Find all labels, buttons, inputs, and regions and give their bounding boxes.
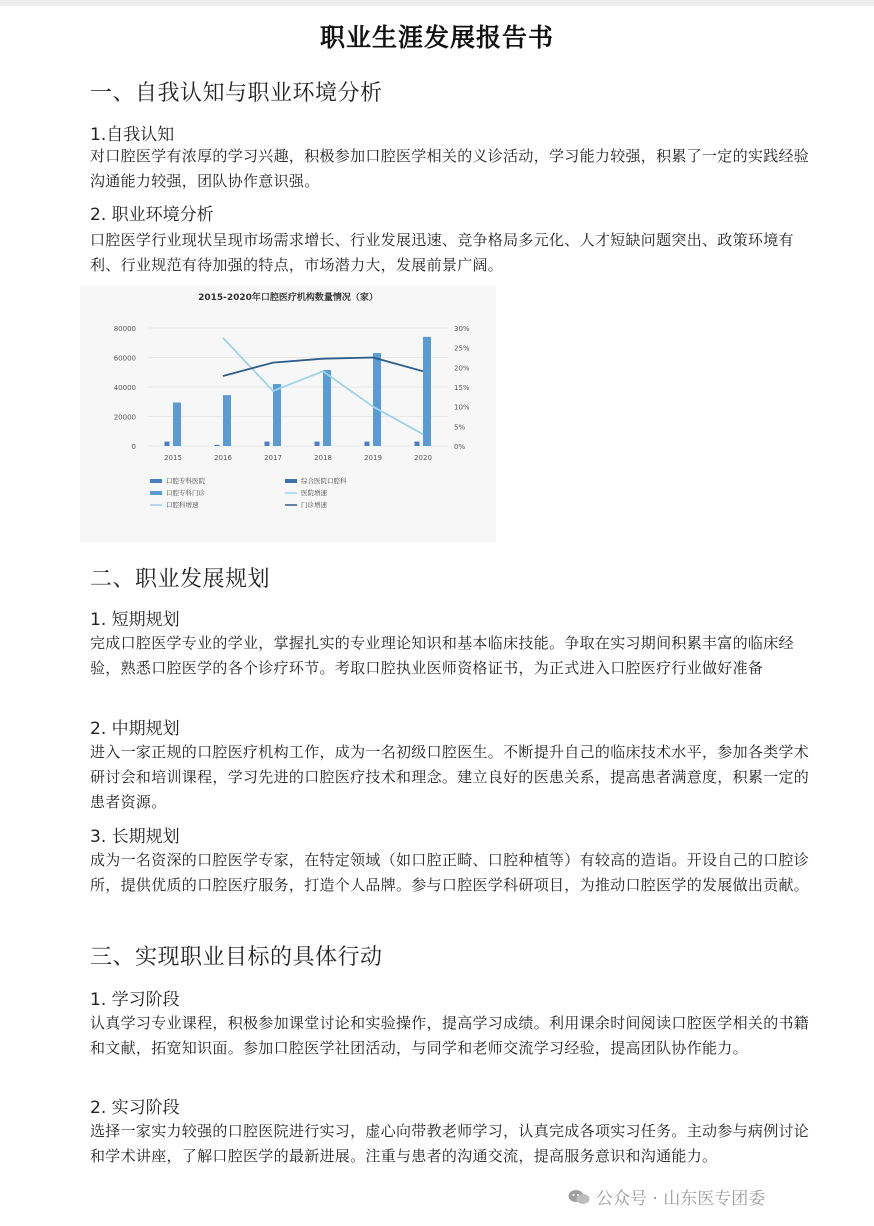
legend-swatch [285, 479, 297, 483]
subheading-environment: 2. 职业环境分析 [90, 205, 214, 225]
bar-口腔专科医院 [365, 442, 370, 446]
x-axis-tick-label: 2019 [364, 454, 382, 462]
x-axis-tick-label: 2015 [164, 454, 182, 462]
right-axis-tick-label: 25% [454, 344, 470, 353]
legend-label: 口腔专科医院 [166, 477, 205, 485]
page-title: 职业生涯发展报告书 [319, 23, 554, 52]
paragraph-study-stage: 认真学习专业课程，积极参加课堂讨论和实验操作，提高学习成绩。利用课余时间阅读口腔医学相关的书籍和文献，拓宽知识面。参加口腔医学社团活动，与同学和老师交流学习经验，提高团队协作能力。 [90, 1014, 810, 1057]
chart-figure [80, 286, 496, 542]
bar-口腔专科医院 [315, 442, 320, 446]
bar-口腔专科医院 [215, 445, 220, 446]
legend-label: 口腔专科门诊 [166, 489, 205, 497]
legend-label: 口腔科增速 [166, 501, 199, 509]
subheading-mid-term: 2. 中期规划 [90, 719, 180, 739]
right-axis-tick-label: 15% [454, 384, 470, 392]
left-axis-tick-label: 40000 [113, 384, 136, 392]
right-axis-tick-label: 20% [454, 364, 470, 373]
legend-label: 门诊增速 [301, 501, 327, 509]
right-axis-tick-label: 5% [454, 423, 466, 432]
left-axis-tick-label: 20000 [113, 413, 136, 422]
chart-title: 2015-2020年口腔医疗机构数量情况（家） [198, 293, 378, 303]
legend-swatch [150, 491, 162, 495]
bar-口腔专科门诊 [223, 395, 231, 446]
x-axis-tick-label: 2017 [264, 454, 282, 462]
left-axis-tick-label: 80000 [113, 325, 136, 333]
legend-swatch [150, 479, 162, 483]
subheading-short-term: 1. 短期规划 [90, 610, 180, 630]
paragraph-environment: 口腔医学行业现状呈现市场需求增长、行业发展迅速、竞争格局多元化、人才短缺问题突出、政策环境有利、行业规范有待加强的特点，市场潜力大，发展前景广阔。 [90, 231, 794, 274]
section-heading-3: 三、实现职业目标的具体行动 [90, 945, 383, 970]
x-axis-tick-label: 2016 [214, 454, 232, 462]
section-heading-1: 一、自我认知与职业环境分析 [90, 81, 383, 106]
bar-口腔专科门诊 [323, 370, 331, 446]
paragraph-self-awareness: 对口腔医学有浓厚的学习兴趣，积极参加口腔医学相关的义诊活动，学习能力较强，积累了一定的实践经验沟通能力较强，团队协作意识强。 [90, 147, 810, 190]
bar-口腔专科医院 [165, 442, 170, 446]
bar-口腔专科门诊 [373, 353, 381, 446]
chart-svg [80, 286, 496, 542]
paragraph-internship-stage: 选择一家实力较强的口腔医院进行实习，虚心向带教老师学习，认真完成各项实习任务。主动参与病例讨论和学术讲座，了解口腔医学的最新进展。注重与患者的沟通交流，提高服务意识和沟通能力。 [90, 1122, 810, 1165]
paragraph-long-term: 成为一名资深的口腔医学专家，在特定领域（如口腔正畸、口腔种植等）有较高的造诣。开设自己的口腔诊所，提供优质的口腔医疗服务，打造个人品牌。参与口腔医学科研项目，为推动口腔医学的发展做出贡献。 [90, 851, 810, 894]
right-axis-tick-label: 30% [454, 325, 470, 333]
wechat-icon [568, 1189, 590, 1205]
bar-口腔专科医院 [415, 442, 420, 446]
bar-口腔专科门诊 [423, 337, 431, 446]
subheading-long-term: 3. 长期规划 [90, 827, 180, 847]
paragraph-short-term: 完成口腔医学专业的学业，掌握扎实的专业理论知识和基本临床技能。争取在实习期间积累丰富的临床经验，熟悉口腔医学的各个诊疗环节。考取口腔执业医师资格证书，为正式进入口腔医疗行业做好准备 [90, 634, 794, 677]
legend-label: 综合医院口腔科 [301, 477, 347, 485]
legend-label: 医院增速 [301, 489, 327, 497]
x-axis-tick-label: 2020 [414, 454, 432, 462]
left-axis-tick-label: 0 [131, 443, 136, 451]
subheading-self-awareness: 1.自我认知 [90, 125, 175, 145]
paragraph-mid-term: 进入一家正规的口腔医疗机构工作，成为一名初级口腔医生。不断提升自己的临床技术水平，参加各类学术研讨会和培训课程，学习先进的口腔医疗技术和理念。建立良好的医患关系，提高患者满意度，积累一定的患者资源。 [90, 743, 810, 811]
right-axis-tick-label: 0% [454, 443, 466, 451]
right-axis-tick-label: 10% [454, 403, 470, 412]
subheading-internship-stage: 2. 实习阶段 [90, 1098, 180, 1118]
bar-口腔专科医院 [265, 442, 270, 446]
top-strip [0, 0, 874, 6]
section-heading-2: 二、职业发展规划 [90, 567, 271, 592]
left-axis-tick-label: 60000 [113, 354, 136, 363]
subheading-study-stage: 1. 学习阶段 [90, 990, 180, 1010]
bar-口腔专科门诊 [173, 402, 181, 446]
watermark [568, 1184, 765, 1209]
bar-口腔专科门诊 [273, 384, 281, 446]
x-axis-tick-label: 2018 [314, 454, 332, 462]
watermark-text: 公众号 · 山东医专团委 [596, 1189, 766, 1209]
